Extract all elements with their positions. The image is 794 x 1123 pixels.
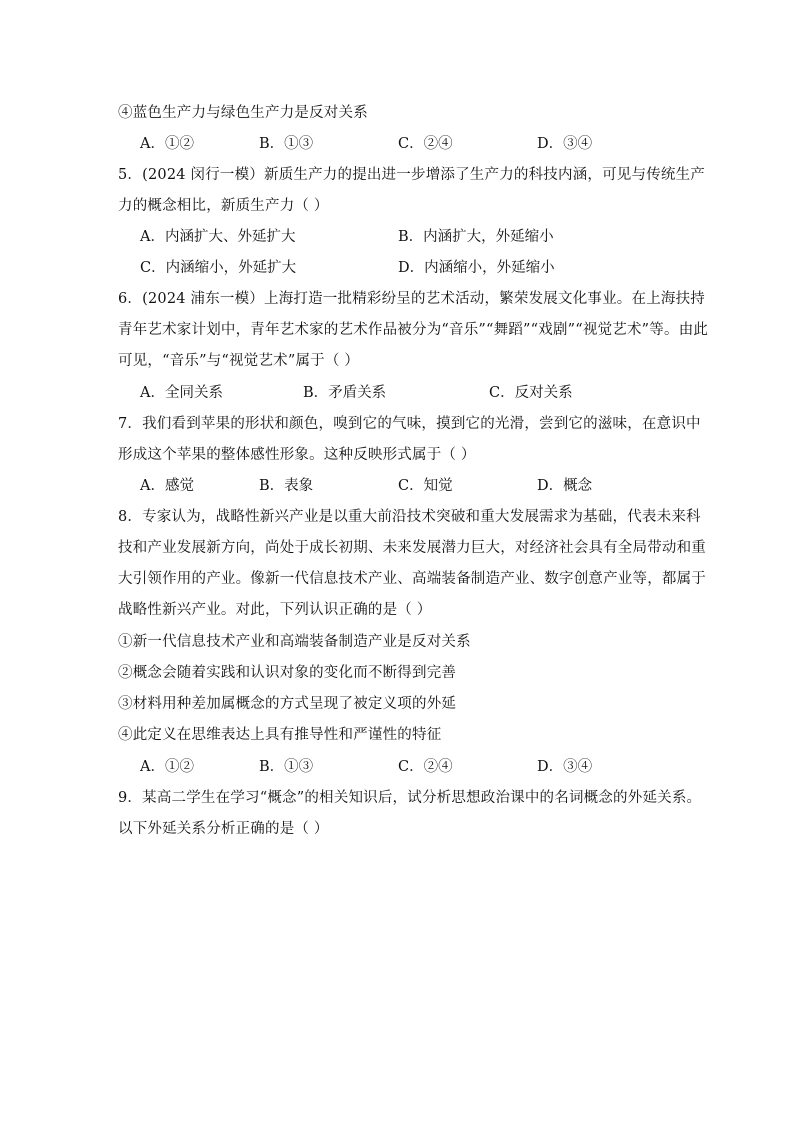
q6-option-b: B．矛盾关系 (303, 385, 387, 401)
q8-option-d: D．③④ (537, 759, 593, 775)
q7-option-a: A．感觉 (140, 478, 194, 494)
q7-stem-line-2: 形成这个苹果的整体感性形象。这种反映形式属于（ ） (118, 447, 476, 463)
q7-option-c: C．知觉 (398, 478, 453, 494)
q5-option-d: D．内涵缩小，外延缩小 (398, 260, 555, 276)
q5-stem-line-1: 5．(2024 闵行一模）新质生产力的提出进一步增添了生产力的科技内涵，可见与传统生产 (118, 167, 705, 183)
q8-item-1: ①新一代信息技术产业和高端装备制造产业是反对关系 (118, 634, 471, 650)
q7-stem-line-1: 7．我们看到苹果的形状和颜色，嗅到它的气味，摸到它的光滑，尝到它的滋味，在意识中 (118, 416, 701, 432)
q6-option-a: A．全同关系 (140, 385, 223, 401)
q8-stem-line-1: 8．专家认为，战略性新兴产业是以重大前沿技术突破和重大发展需求为基础，代表未来科 (118, 509, 701, 525)
q5-stem-line-2: 力的概念相比，新质生产力（ ） (118, 198, 329, 214)
q7-option-b: B．表象 (259, 478, 314, 494)
q6-stem-line-3: 可见，“音乐”与“视觉艺术”属于（ ） (118, 353, 360, 369)
q8-stem-line-3: 大引领作用的产业。像新一代信息技术产业、高端装备制造产业、数字创意产业等，都属于 (118, 571, 706, 587)
q6-stem-line-1: 6．(2024 浦东一模）上海打造一批精彩纷呈的艺术活动，繁荣发展文化事业。在上海扶持 (118, 291, 705, 307)
q8-item-2: ②概念会随着实践和认识对象的变化而不断得到完善 (118, 665, 457, 681)
q4-item-4: ④蓝色生产力与绿色生产力是反对关系 (118, 105, 368, 121)
q9-stem-line-2: 以下外延关系分析正确的是（ ） (118, 821, 329, 837)
q8-stem-line-2: 技和产业发展新方向，尚处于成长初期、未来发展潜力巨大，对经济社会具有全局带动和重 (118, 540, 706, 556)
q4-option-b: B．①③ (259, 136, 314, 152)
q8-option-a: A．①② (140, 759, 194, 775)
q9-stem-line-1: 9．某高二学生在学习“概念”的相关知识后，试分析思想政治课中的名词概念的外延关系。 (118, 790, 702, 806)
q5-option-c: C．内涵缩小，外延扩大 (140, 260, 297, 276)
q4-option-a: A．①② (140, 136, 194, 152)
q8-option-b: B．①③ (259, 759, 314, 775)
q5-option-a: A．内涵扩大、外延扩大 (140, 229, 296, 245)
q7-option-d: D．概念 (537, 478, 593, 494)
q8-stem-line-4: 战略性新兴产业。对此，下列认识正确的是（ ） (118, 602, 432, 618)
q4-option-c: C．②④ (398, 136, 453, 152)
q4-option-d: D．③④ (537, 136, 593, 152)
q8-option-c: C．②④ (398, 759, 453, 775)
q8-item-3: ③材料用种差加属概念的方式呈现了被定义项的外延 (118, 696, 457, 712)
q5-option-b: B．内涵扩大，外延缩小 (398, 229, 554, 245)
q8-item-4: ④此定义在思维表达上具有推导性和严谨性的特征 (118, 727, 442, 743)
q6-option-c: C．反对关系 (489, 385, 573, 401)
q6-stem-line-2: 青年艺术家计划中，青年艺术家的艺术作品被分为“音乐”“舞蹈”“戏剧”“视觉艺术”等。由此 (118, 322, 709, 338)
